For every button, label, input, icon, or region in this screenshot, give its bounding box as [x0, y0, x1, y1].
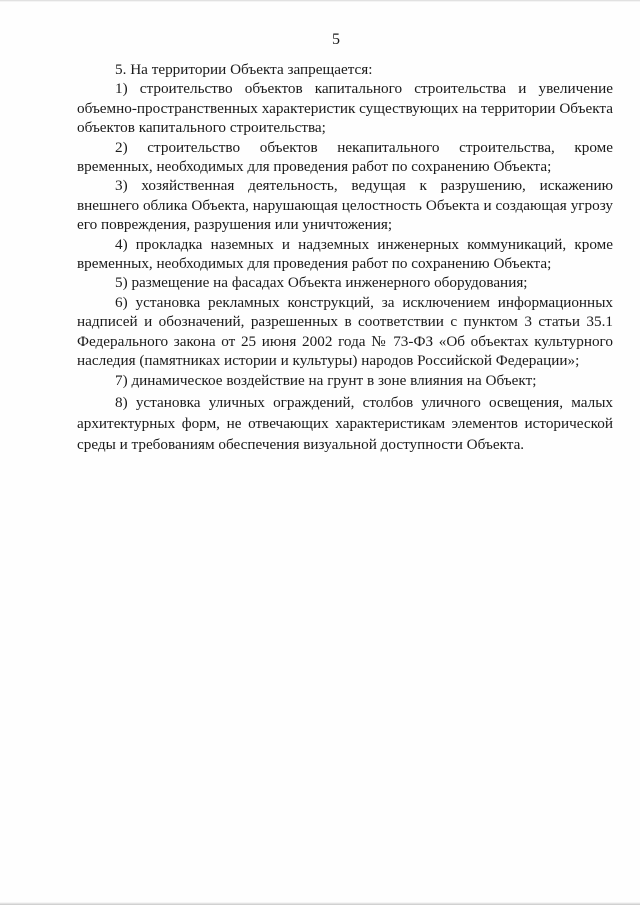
list-item-3: 3) хозяйственная деятельность, ведущая к разрушению, искажению внешнего облика Объекта, нарушающая целостность Объекта и создающая угрозу его повреждения, разрушения или уничтожения; — [77, 177, 613, 234]
document-body — [77, 60, 613, 455]
list-item-6: 6) установка рекламных конструкций, за исключением информационных надписей и обозначений, разрешенных в соответствии с пунктом 3 статьи 35.1 Федерального закона от 25 июня 2002 года № 73-ФЗ «Об объектах культурного наследия (памятниках истории и культуры) народов Российской Федерации»; — [77, 293, 613, 370]
section-intro: 5. На территории Объекта запрещается: — [115, 61, 373, 78]
page-top-edge — [0, 0, 640, 2]
list-item-7: 7) динамическое воздействие на грунт в зоне влияния на Объект; — [115, 371, 537, 389]
list-item-4: 4) прокладка наземных и надземных инженерных коммуникаций, кроме временных, необходимых для проведения работ по сохранению Объекта; — [77, 235, 613, 273]
list-item-8: 8) установка уличных ограждений, столбов уличного освещения, малых архитектурных форм, не отвечающих характеристикам элементов исторической среды и требованиям обеспечения визуальной доступности Объекта. — [77, 393, 613, 453]
list-item-5: 5) размещение на фасадах Объекта инженерного оборудования; — [115, 274, 528, 292]
list-item-2: 2) строительство объектов некапитального строительства, кроме временных, необходимых для проведения работ по сохранению Объекта; — [77, 138, 613, 176]
list-item-1: 1) строительство объектов капитального строительства и увеличение объемно-пространственных характеристик существующих на территории Объекта объектов капитального строительства; — [77, 80, 613, 137]
page-number: 5 — [332, 31, 340, 48]
